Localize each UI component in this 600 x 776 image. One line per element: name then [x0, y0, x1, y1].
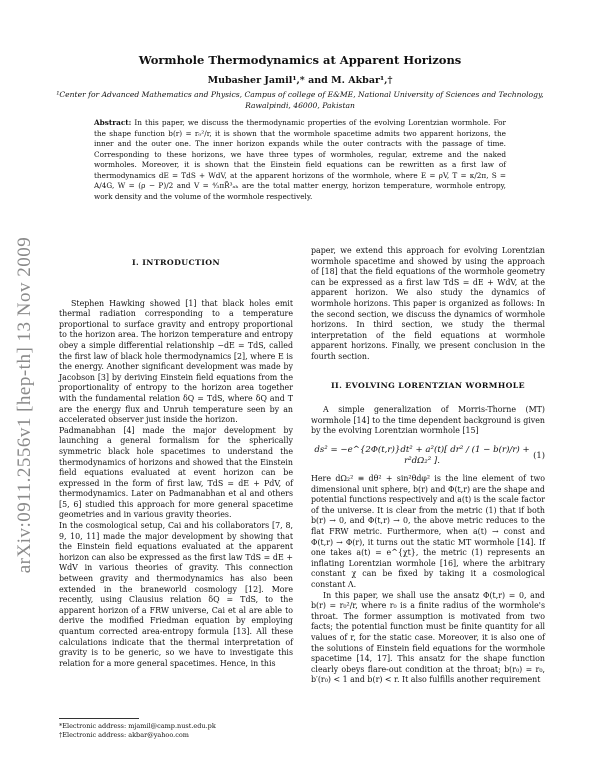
paper-authors: Mubasher Jamil¹,* and M. Akbar¹,† [207, 75, 393, 86]
section-heading-introduction: I. INTRODUCTION [131, 258, 221, 267]
paragraph: Here dΩ₂² ≡ dθ² + sin²θdφ² is the line element of two dimensional unit sphere, b(r) and Φ(t,r) are the shape and potential functions respectively and a(t) is the scale factor of the universe. It is clear from the metric (1) that if both b(r) → 0, and Φ(t,r) → 0, the above metric reduces to the flat FRW metric. Furthermore, when a(t) → const and Φ(t,r) → Φ(r), it turns out the static MT wormhole [14]. If one takes a(t) = e^{χt}, the metric (1) represents an inflating Lorentzian wormhole [16], where the arbitrary constant χ can be fixed by taking it a cosmological constant Λ. [311, 474, 545, 590]
footnotes [59, 718, 293, 740]
affiliation-line: Rawalpindi, 46000, Pakistan [245, 101, 355, 110]
equation-1 [311, 445, 545, 466]
paragraph: Padmanabhan [4] made the major development by launching a general formalism for the spherically symmetric black hole spacetimes to understand the thermodynamics of horizons and showed that the Einstein field equations evaluated at event horizon can be expressed in the form of first law, TdS = dE + PdV, of thermodynamics. Later on Padmanabhan et al and others [5, 6] studied this approach for more general spacetime geometries and in various gravity theories. [59, 425, 293, 520]
right-column [311, 246, 545, 686]
abstract [94, 118, 506, 202]
footnote-rule [59, 718, 139, 719]
abstract-label: Abstract: [94, 118, 132, 127]
paper-title: Wormhole Thermodynamics at Apparent Horizons [138, 53, 462, 67]
arxiv-sidebar-stamp [8, 215, 42, 595]
left-column [59, 258, 293, 669]
equation-body: ds² = −e^{2Φ(t,r)}dt² + a²(t)[ dr² / (1 − b(r)/r) + r²dΩ₂² ]. [314, 444, 530, 466]
paragraph: A simple generalization of Morris-Thorne (MT) wormhole [14] to the time dependent background is given by the evolving Lorentzian wormhole [15] [311, 405, 545, 436]
section-heading-evolving-wormhole: II. EVOLVING LORENTZIAN WORMHOLE [330, 380, 526, 390]
abstract-text: In this paper, we discuss the thermodynamic properties of the evolving Lorentzian wormhole. For the shape function b(r) = r₀²/r, it is shown that the wormhole spacetime admits two apparent horizons, the inner and the outer one. The inner horizon expands while the outer contracts with the passage of time. Corresponding to these horizons, we have three types of wormholes, regular, extreme and the naked wormholes. Moreover, it is shown that the Einstein field equations can be rewritten as a first law of thermodynamics dE = TdS + WdV, at the apparent horizons of the wormhole, where E = ρV, T = κ/2π, S = A/4G, W = (ρ − P)/2 and V = ⁴⁄₃πR̃³ₐₕ are the total matter energy, horizon temperature, wormhole entropy, work density and the volume of the wormhole respectively. [94, 118, 506, 201]
footnote: *Electronic address: mjamil@camp.nust.edu.pk [59, 722, 216, 730]
equation-number: (1) [533, 450, 545, 461]
paragraph: In the cosmological setup, Cai and his collaborators [7, 8, 9, 10, 11] made the major development by showing that the Einstein field equations evaluated at the apparent horizon can also be expressed as the first law TdS = dE + WdV in various theories of gravity. This connection between gravity and thermodynamics has also been extended in the braneworld cosmology [12]. More recently, using Clausius relation δQ = TdS, to the apparent horizon of a FRW universe, Cai et al are able to derive the modified Friedman equation by employing quantum corrected area-entropy formula [13]. All these calculations indicate that the thermal interpretation of gravity is to be generic, so we have to investigate this relation for a more general spacetimes. Hence, in this [59, 521, 293, 668]
author-affiliation [56, 89, 544, 111]
arxiv-id: arXiv:0911.2556v1 [hep-th] 13 Nov 2009 [14, 236, 35, 574]
footnote: †Electronic address: akbar@yahoo.com [59, 731, 189, 739]
paragraph: In this paper, we shall use the ansatz Φ(t,r) = 0, and b(r) = r₀²/r, where r₀ is a finite radius of the wormhole's throat. The former assumption is motivated from two facts; the potential function must be finite quantity for all values of r, for the static case. Moreover, it is also one of the solutions of Einstein field equations for the wormhole spacetime [14, 17]. This ansatz for the shape function clearly obeys flare-out condition at the throat; b(r₀) = r₀, b′(r₀) < 1 and b(r) < r. It also fulfills another requirement [311, 590, 545, 685]
paragraph: paper, we extend this approach for evolving Lorentzian wormhole spacetime and showed by using the approach of [18] that the field equations of the wormhole geometry can be expressed as a first law TdS = dE + WdV, at the apparent horizon. We also study the dynamics of wormhole horizons. This paper is organized as follows: In the second section, we discuss the dynamics of wormhole horizons. In third section, we study the thermal interpretation of the field equations at wormhole apparent horizons. Finally, we present conclusion in the fourth section. [311, 246, 545, 361]
affiliation-line: ¹Center for Advanced Mathematics and Physics, Campus of college of E&ME, National University of Sciences and Technology, [56, 90, 544, 99]
paragraph: Stephen Hawking showed [1] that black holes emit thermal radiation corresponding to a temperature proportional to surface gravity and entropy proportional to the horizon area. The horizon temperature and entropy obey a simple differential relationship −dE = TdS, called the first law of black hole thermodynamics [2], where E is the energy. Another significant development was made by Jacobson [3] by deriving Einstein field equations from the proportionality of entropy to the horizon area together with the fundamental relation δQ = TdS, where δQ and T are the energy flux and Unruh temperature seen by an accelerated observer just inside the horizon. [59, 298, 293, 425]
